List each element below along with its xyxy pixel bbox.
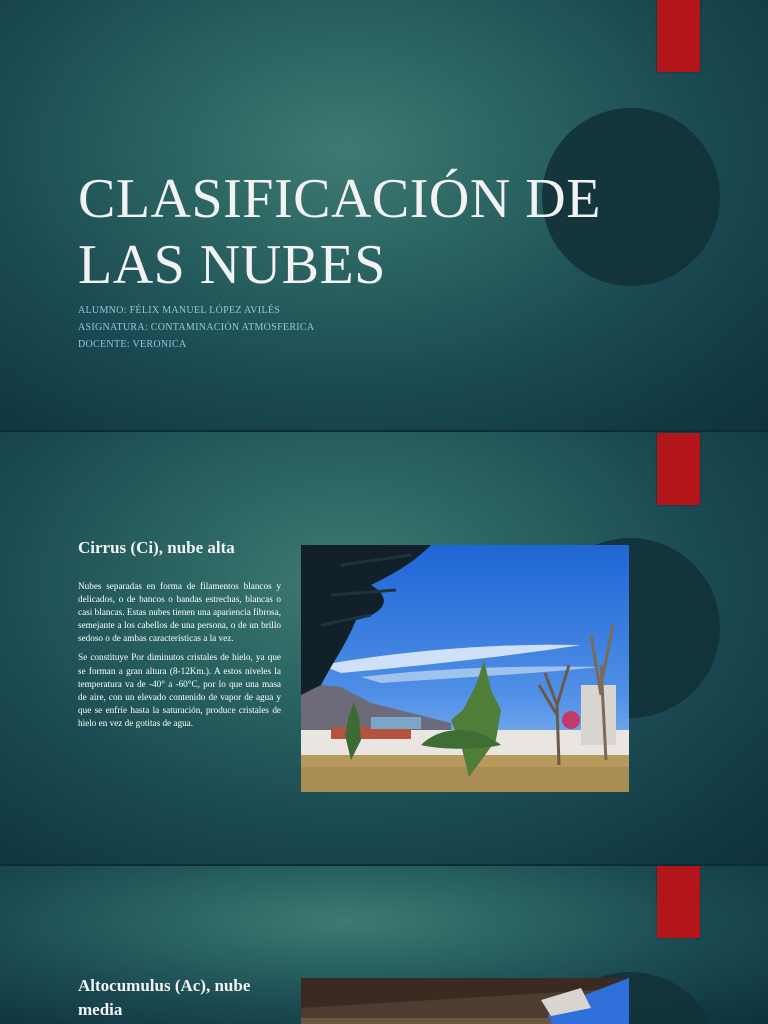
paragraph-2: Se constituye Por diminutos cristales de hielo, ya que se forman a gran altura (8-12Km.). A estos niveles la temperatura va de -40° a -60°C, por lo que una masa de aire, con un elevado contenido de vapor de agua y que se enfríe hasta la saturación, produce cristales de hielo en vez de gotitas de agua. (78, 652, 281, 728)
altocumulus-photo (301, 978, 629, 1024)
title-slide (0, 0, 768, 430)
teacher-line: DOCENTE: VERONICA (78, 339, 187, 350)
subject-line: ASIGNATURA: CONTAMINACIÓN ATMOSFERICA (78, 322, 315, 333)
slide-body (78, 580, 281, 736)
title-line-1: CLASIFICACIÓN DE (78, 168, 601, 230)
cirrus-slide (0, 432, 768, 864)
paragraph-1: Nubes separadas en forma de filamentos blancos y delicados, o de bancos o bandas estrechas, blancas o casi blancas. Estas nubes tienen una apariencia fibrosa, semejante a los cabellos de una persona, o de un brillo sedoso o de ambas características a la vez. (78, 581, 281, 644)
red-accent-bar (657, 866, 700, 938)
author-info (78, 302, 314, 353)
red-accent-bar (657, 0, 700, 72)
student-line: ALUMNO: FÉLIX MANUEL LÓPEZ AVILÉS (78, 305, 281, 316)
presentation-title (78, 166, 638, 298)
slide-heading: Cirrus (Ci), nube alta (78, 538, 235, 557)
slide-heading: Altocumulus (Ac), nube media (78, 976, 251, 1019)
altocumulus-slide (0, 866, 768, 1024)
red-accent-bar (657, 433, 700, 505)
title-line-2: LAS NUBES (78, 234, 386, 296)
cirrus-sky-photo (301, 545, 629, 792)
